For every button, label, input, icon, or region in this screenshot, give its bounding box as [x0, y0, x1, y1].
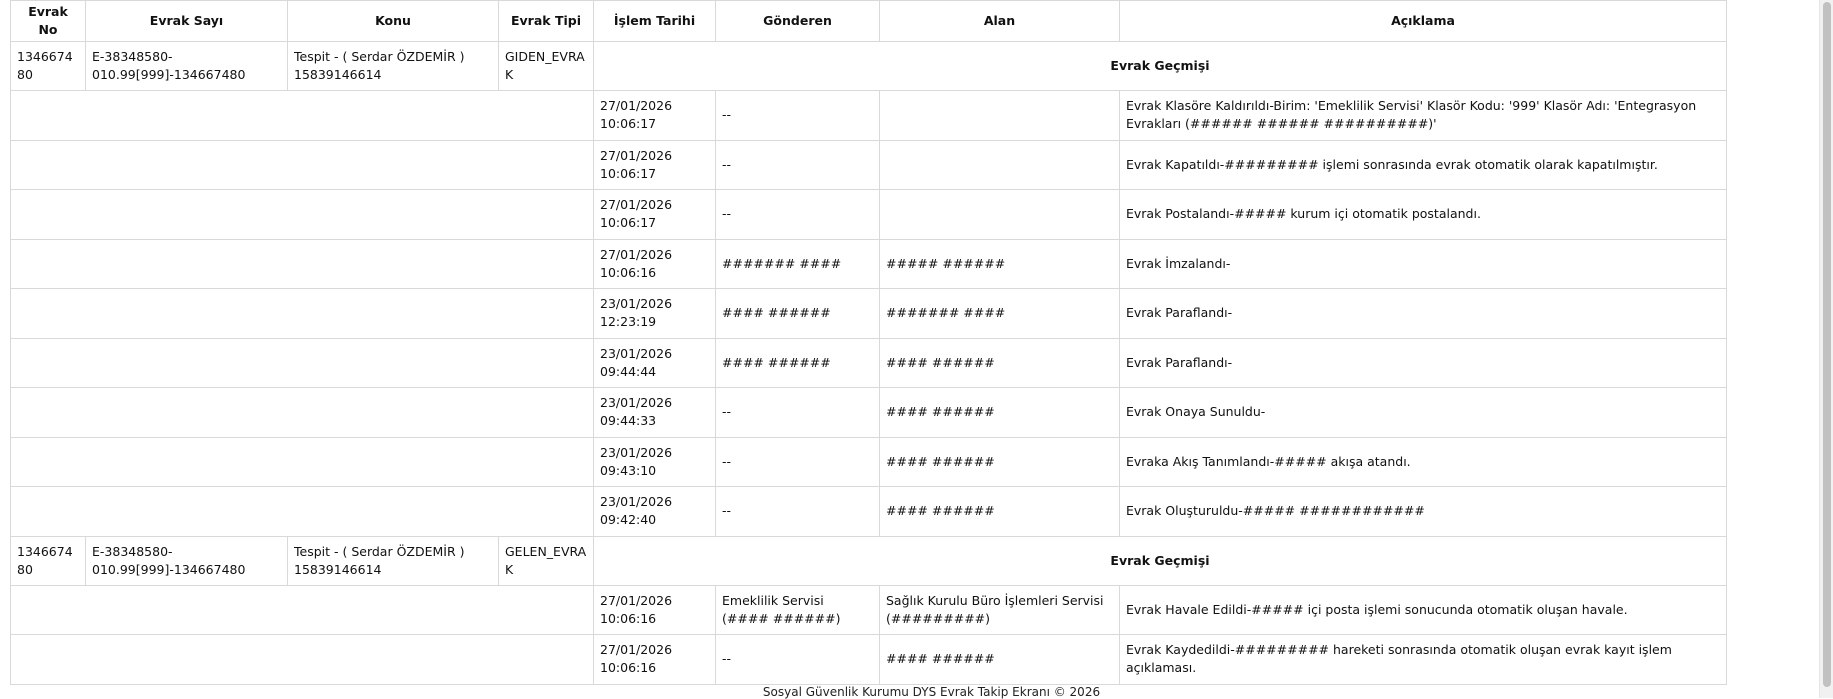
evrak-gecmisi-heading: Evrak Geçmişi	[594, 42, 1727, 91]
islem-tarihi-cell: 27/01/2026 10:06:17	[594, 91, 716, 141]
header-gonderen: Gönderen	[716, 1, 880, 42]
alan-cell: #### ######	[880, 388, 1120, 438]
konu-cell: Tespit - ( Serdar ÖZDEMİR ) 15839146614	[288, 42, 499, 91]
alan-cell: ####### ####	[880, 289, 1120, 339]
islem-tarihi-cell: 23/01/2026 09:44:44	[594, 338, 716, 388]
islem-tarihi-cell: 27/01/2026 10:06:17	[594, 140, 716, 190]
footer-text: Sosyal Güvenlik Kurumu DYS Evrak Takip Ekranı © 2026	[762, 685, 1101, 699]
alan-cell: Sağlık Kurulu Büro İşlemleri Servisi (#########)	[880, 585, 1120, 635]
gonderen-cell: --	[716, 635, 880, 685]
gonderen-cell: #### ######	[716, 289, 880, 339]
history-spacer-cell	[11, 585, 594, 635]
aciklama-cell: Evrak Klasöre Kaldırıldı-Birim: 'Emeklilik Servisi' Klasör Kodu: '999' Klasör Adı: 'Entegrasyon Evrakları (###### ###### ##########)'	[1120, 91, 1727, 141]
page-footer	[0, 685, 1833, 699]
aciklama-cell: Evrak İmzalandı-	[1120, 239, 1727, 289]
aciklama-cell: Evrak Paraflandı-	[1120, 289, 1727, 339]
alan-cell	[880, 91, 1120, 141]
gonderen-cell: --	[716, 388, 880, 438]
aciklama-cell: Evraka Akış Tanımlandı-##### akışa atandı.	[1120, 437, 1727, 487]
history-spacer-cell	[11, 487, 594, 537]
gonderen-cell: --	[716, 190, 880, 240]
history-spacer-cell	[11, 635, 594, 685]
history-row	[11, 91, 1727, 141]
islem-tarihi-cell: 27/01/2026 10:06:16	[594, 635, 716, 685]
islem-tarihi-cell: 23/01/2026 09:44:33	[594, 388, 716, 438]
table-header-row	[11, 1, 1727, 42]
history-spacer-cell	[11, 190, 594, 240]
gonderen-cell: ####### ####	[716, 239, 880, 289]
aciklama-cell: Evrak Onaya Sunuldu-	[1120, 388, 1727, 438]
history-spacer-cell	[11, 140, 594, 190]
header-konu: Konu	[288, 1, 499, 42]
islem-tarihi-cell: 27/01/2026 10:06:17	[594, 190, 716, 240]
konu-cell: Tespit - ( Serdar ÖZDEMİR ) 15839146614	[288, 536, 499, 585]
history-spacer-cell	[11, 91, 594, 141]
history-row	[11, 140, 1727, 190]
aciklama-cell: Evrak Postalandı-##### kurum içi otomatik postalandı.	[1120, 190, 1727, 240]
gonderen-cell: --	[716, 437, 880, 487]
history-row	[11, 239, 1727, 289]
document-row	[11, 536, 1727, 585]
islem-tarihi-cell: 27/01/2026 10:06:16	[594, 585, 716, 635]
alan-cell: #### ######	[880, 487, 1120, 537]
header-alan: Alan	[880, 1, 1120, 42]
gonderen-cell: --	[716, 487, 880, 537]
history-row	[11, 585, 1727, 635]
aciklama-cell: Evrak Havale Edildi-##### içi posta işlemi sonucunda otomatik oluşan havale.	[1120, 585, 1727, 635]
history-spacer-cell	[11, 239, 594, 289]
header-evrak-tipi: Evrak Tipi	[499, 1, 594, 42]
header-evrak-sayi: Evrak Sayı	[86, 1, 288, 42]
evrak-sayi-cell: E-38348580-010.99[999]-134667480	[86, 536, 288, 585]
history-row	[11, 635, 1727, 685]
history-spacer-cell	[11, 289, 594, 339]
alan-cell	[880, 190, 1120, 240]
header-islem-tarihi: İşlem Tarihi	[594, 1, 716, 42]
evrak-gecmisi-heading: Evrak Geçmişi	[594, 536, 1727, 585]
islem-tarihi-cell: 23/01/2026 09:42:40	[594, 487, 716, 537]
islem-tarihi-cell: 23/01/2026 09:43:10	[594, 437, 716, 487]
header-evrak-no: Evrak No	[11, 1, 86, 42]
vertical-scrollbar[interactable]	[1819, 0, 1833, 698]
table-body	[11, 42, 1727, 685]
history-row	[11, 289, 1727, 339]
gonderen-cell: Emeklilik Servisi (#### ######)	[716, 585, 880, 635]
history-row	[11, 338, 1727, 388]
evrak-sayi-cell: E-38348580-010.99[999]-134667480	[86, 42, 288, 91]
alan-cell	[880, 140, 1120, 190]
scrollbar-thumb[interactable]	[1823, 2, 1831, 687]
gonderen-cell: --	[716, 140, 880, 190]
islem-tarihi-cell: 27/01/2026 10:06:16	[594, 239, 716, 289]
aciklama-cell: Evrak Oluşturuldu-##### ############	[1120, 487, 1727, 537]
evrak-tipi-cell: GELEN_EVRAK	[499, 536, 594, 585]
alan-cell: #### ######	[880, 635, 1120, 685]
history-row	[11, 190, 1727, 240]
evrak-no-cell: 134667480	[11, 536, 86, 585]
evrak-takip-container	[10, 0, 1726, 685]
header-aciklama: Açıklama	[1120, 1, 1727, 42]
history-spacer-cell	[11, 338, 594, 388]
evrak-history-table	[10, 0, 1727, 685]
aciklama-cell: Evrak Kaydedildi-######### hareketi sonrasında otomatik oluşan evrak kayıt işlem açıklaması.	[1120, 635, 1727, 685]
history-row	[11, 388, 1727, 438]
aciklama-cell: Evrak Kapatıldı-######### işlemi sonrasında evrak otomatik olarak kapatılmıştır.	[1120, 140, 1727, 190]
history-spacer-cell	[11, 437, 594, 487]
gonderen-cell: --	[716, 91, 880, 141]
document-row	[11, 42, 1727, 91]
history-spacer-cell	[11, 388, 594, 438]
gonderen-cell: #### ######	[716, 338, 880, 388]
alan-cell: #### ######	[880, 437, 1120, 487]
history-row	[11, 487, 1727, 537]
alan-cell: ##### ######	[880, 239, 1120, 289]
alan-cell: #### ######	[880, 338, 1120, 388]
evrak-no-cell: 134667480	[11, 42, 86, 91]
aciklama-cell: Evrak Paraflandı-	[1120, 338, 1727, 388]
islem-tarihi-cell: 23/01/2026 12:23:19	[594, 289, 716, 339]
evrak-tipi-cell: GIDEN_EVRAK	[499, 42, 594, 91]
history-row	[11, 437, 1727, 487]
